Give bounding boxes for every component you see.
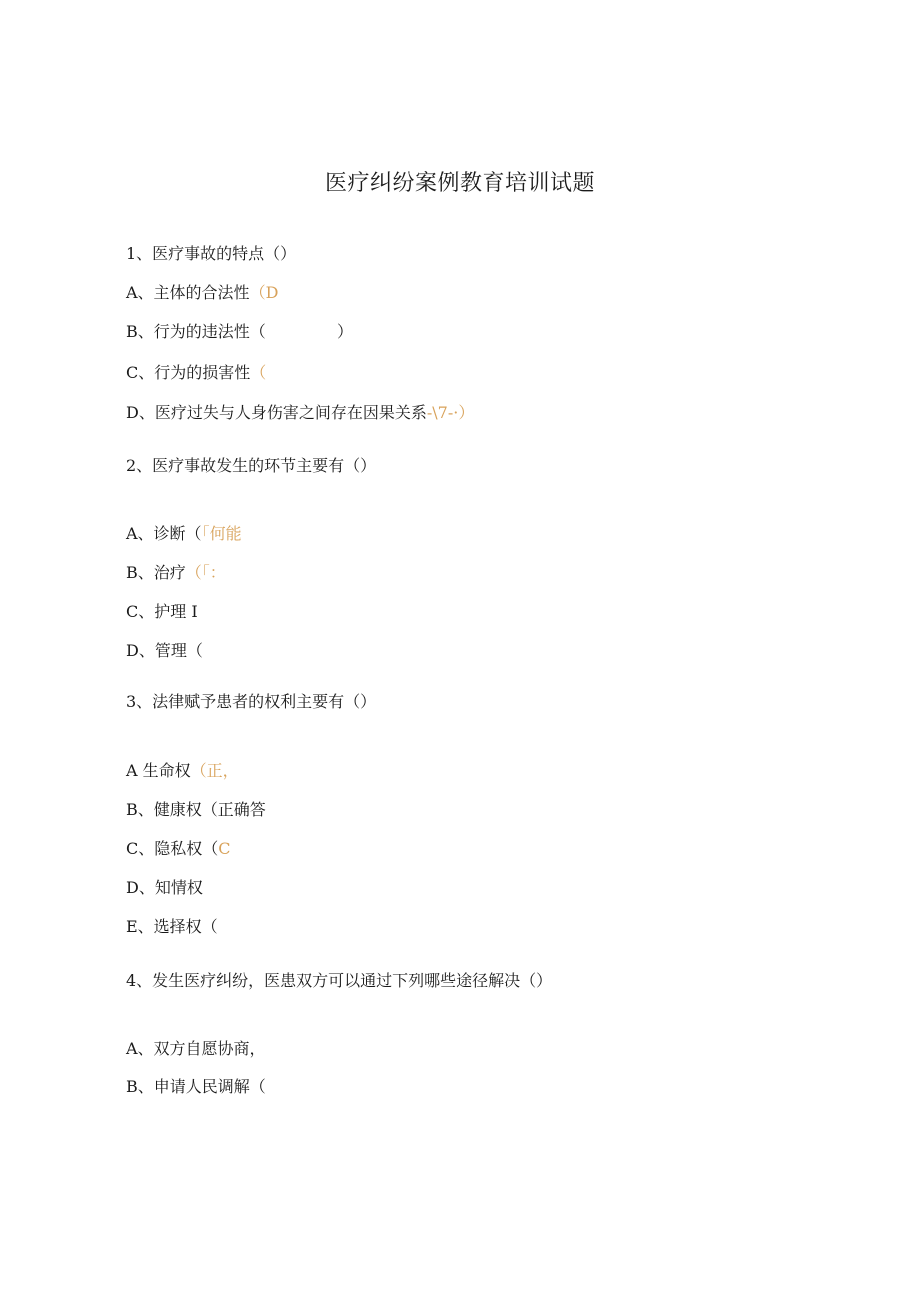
question-2-option-d (126, 640, 203, 662)
option-text: A、主体的合法性 (126, 283, 250, 302)
option-text: A、诊断（ (126, 524, 202, 543)
option-text: B、治疗 (126, 563, 186, 582)
question-1-option-c (126, 362, 266, 384)
question-2: 2、医疗事故发生的环节主要有（） (126, 456, 377, 475)
question-1: 1、医疗事故的特点（） (126, 244, 297, 263)
option-text: D、知情权 (126, 878, 203, 897)
page-title: 医疗纠纷案例教育培训试题 (324, 171, 595, 196)
question-3-option-a (126, 760, 239, 782)
option-text: C、隐私权（ (126, 839, 219, 858)
option-text: D、管理（ (126, 641, 203, 660)
option-text: A 生命权 (126, 761, 191, 780)
answer-mark: C (218, 839, 231, 858)
question-4: 4、发生医疗纠纷，医患双方可以通过下列哪些途径解决（） (126, 971, 553, 990)
question-4-option-a (126, 1038, 266, 1060)
option-text: C、护理 I (126, 602, 198, 621)
question-3-option-b (126, 799, 266, 821)
answer-mark: （ (250, 363, 267, 382)
option-text: B、申请人民调解（ (126, 1077, 266, 1096)
question-3-option-c (126, 838, 231, 860)
option-text: E、选择权（ (126, 917, 218, 936)
answer-mark: 「何能 (201, 524, 242, 543)
question-1-option-a (126, 282, 278, 304)
question-2-option-c (126, 601, 198, 623)
option-text: C、行为的损害性 (126, 363, 251, 382)
question-1-option-d (126, 402, 474, 424)
answer-mark: （正， (190, 761, 239, 780)
option-text: D、医疗过失与人身伤害之间存在因果关系 (126, 403, 427, 422)
question-2-option-b (126, 562, 226, 584)
option-text: B、健康权（正确答 (126, 800, 266, 819)
answer-mark: （「： (185, 563, 226, 582)
question-2-option-a (126, 523, 242, 545)
option-text: B、行为的违法性（ ） (126, 322, 353, 341)
question-3-option-e (126, 916, 218, 938)
question-3-option-d (126, 877, 203, 899)
question-3: 3、法律赋予患者的权利主要有（） (126, 692, 377, 711)
option-text: A、双方自愿协商， (126, 1039, 266, 1058)
answer-mark: （D (249, 283, 279, 302)
answer-mark: -\7-·） (426, 403, 475, 422)
question-1-option-b (126, 321, 353, 343)
question-4-option-b (126, 1076, 266, 1098)
